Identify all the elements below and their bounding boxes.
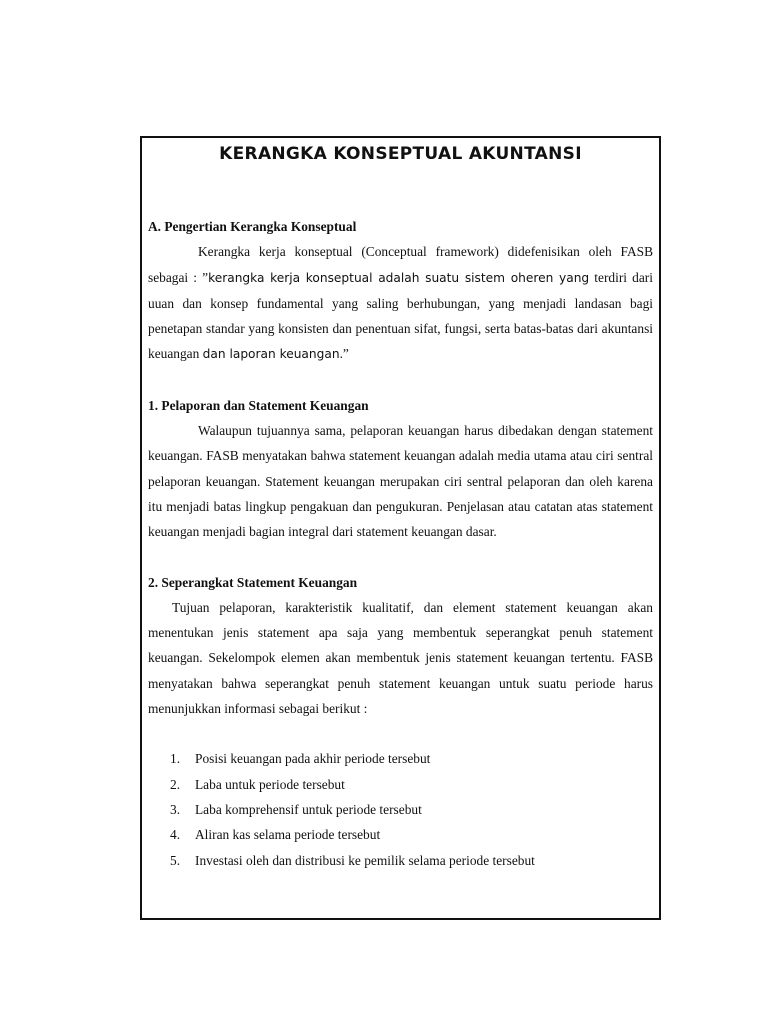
- list-item-text: Investasi oleh dan distribusi ke pemilik selama periode tersebut: [195, 852, 535, 868]
- list-item-number: 1.: [170, 751, 181, 767]
- spacer: [148, 721, 653, 746]
- list-item-text: Posisi keuangan pada akhir periode tersebut: [195, 751, 431, 767]
- section-a-quote-1: kerangka kerja konseptual adalah suatu sistem oheren yang: [208, 270, 590, 285]
- section-a-heading: A. Pengertian Kerangka Konseptual: [148, 219, 357, 234]
- list-item-text: Laba untuk periode tersebut: [195, 776, 345, 792]
- list-item-number: 3.: [170, 801, 181, 817]
- list-item-number: 5.: [170, 852, 181, 868]
- section-2-heading: 2. Seperangkat Statement Keuangan: [148, 574, 358, 590]
- section-a-quote-2: dan laporan keuangan: [202, 347, 340, 362]
- page-title: KERANGKA KONSEPTUAL AKUNTANSI: [219, 144, 582, 164]
- list-item: [148, 797, 653, 822]
- list-item: [148, 746, 653, 771]
- document-frame: [140, 136, 661, 920]
- section-1-heading: 1. Pelaporan dan Statement Keuangan: [148, 397, 369, 413]
- list-item-number: 4.: [170, 827, 181, 843]
- section-2-paragraph: Tujuan pelaporan, karakteristik kualitatif, dan element statement keuangan akan menentukan jenis statement apa saja yang membentuk seperangkat penuh statement keuangan. Sekelompok elemen akan membentuk jenis statement keuangan tertentu. FASB menyatakan bahwa seperangkat penuh statement keuangan untuk suatu periode harus menunjukkan informasi sebagai berikut :: [148, 599, 653, 717]
- section-a-text-2: terdiri dari uuan dan konsep fundamental yang saling berhubungan, yang menjadi landasan bagi penetapan standar yang konsisten dan penentuan sifat, fungsi, serta batas-batas dari akuntansi keuangan: [148, 269, 653, 362]
- section-a-paragraph: [148, 239, 653, 367]
- document-body: [148, 214, 653, 873]
- section-1-paragraph: Walaupun tujuannya sama, pelaporan keuangan harus dibedakan dengan statement keuangan. FASB menyatakan bahwa statement keuangan adalah media utama atau ciri sentral pelaporan keuangan. Statement keuangan merupakan ciri sentral pelaporan dan oleh karena itu menjadi batas lingkup pengakuan dan pengukuran. Penjelasan atau catatan atas statement keuangan menjadi bagian integral dari statement keuangan dasar.: [148, 423, 653, 540]
- section-a-text-end: .”: [339, 346, 349, 362]
- list-item: [148, 822, 653, 847]
- info-list: [148, 746, 653, 872]
- list-item: [148, 772, 653, 797]
- section-a-text-1: Kerangka kerja konseptual (Conceptual framework) didefenisikan oleh FASB sebagai : ”: [148, 244, 653, 285]
- list-item: [148, 848, 653, 873]
- spacer: [148, 545, 653, 570]
- list-item-number: 2.: [170, 776, 181, 792]
- spacer: [148, 368, 653, 393]
- list-item-text: Laba komprehensif untuk periode tersebut: [195, 801, 422, 817]
- list-item-text: Aliran kas selama periode tersebut: [195, 827, 381, 843]
